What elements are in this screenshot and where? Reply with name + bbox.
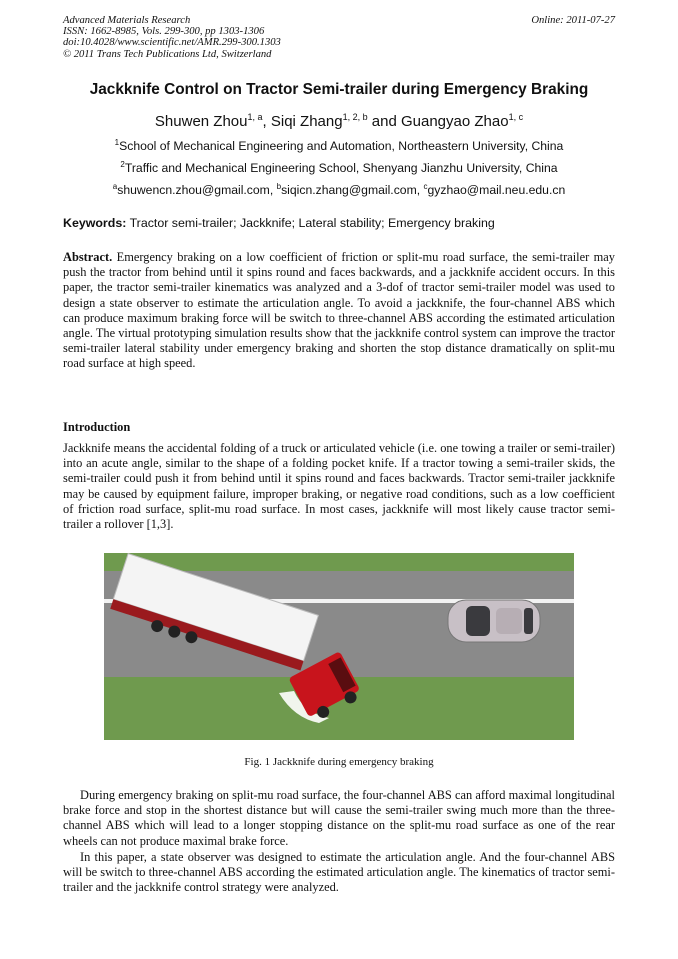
doi-line: doi:10.4028/www.scientific.net/AMR.299-300.1303 (63, 37, 281, 49)
author-list (0, 112, 678, 130)
passenger-car (448, 600, 540, 642)
affiliation-text: School of Mechanical Engineering and Automation, Northeastern University, China (119, 139, 564, 153)
intro-paragraph-2: During emergency braking on split-mu road surface, the four-channel ABS can afford maximal longitudinal brake force and stop in the shortest distance but will cause the semi-trailer swing much more than the three-channel ABS which will lead to a longer stopping distance on the split-mu road surface as one of the rear wheels can not produce maximal brake force. (63, 788, 615, 848)
car-roof (496, 608, 522, 634)
car-windshield (466, 606, 490, 636)
email-text: gyzhao@mail.neu.edu.cn (427, 183, 566, 197)
abstract-label: Abstract. (63, 250, 113, 264)
affiliation-mark: 1 (114, 138, 120, 147)
affiliation-text: Traffic and Mechanical Engineering School, Shenyang Jianzhu University, China (124, 161, 558, 175)
author-separator: and (367, 113, 401, 130)
author-name: Siqi Zhang (270, 113, 343, 130)
email-text: shuwencn.zhou@gmail.com, (117, 183, 277, 197)
email-mark: a (112, 182, 118, 191)
copyright-line: © 2011 Trans Tech Publications Ltd, Switzerland (63, 48, 272, 60)
author-name: Guangyao Zhao (400, 113, 509, 130)
section-heading-introduction: Introduction (63, 420, 131, 434)
journal-header (63, 15, 615, 60)
email-mark: b (276, 182, 282, 191)
author-affil-mark: 1, c (508, 112, 524, 122)
email-mark: c (423, 182, 428, 191)
figure-1 (104, 553, 574, 740)
author-affil-mark: 1, 2, b (342, 112, 368, 122)
figure-caption: Fig. 1 Jackknife during emergency braking (244, 756, 434, 768)
keywords-text: Tractor semi-trailer; Jackknife; Lateral stability; Emergency braking (126, 216, 495, 230)
keywords (63, 216, 615, 230)
abstract (63, 250, 615, 372)
jackknife-illustration (104, 553, 574, 740)
issn-line: ISSN: 1662-8985, Vols. 299-300, pp 1303-1306 (63, 26, 265, 38)
journal-name: Advanced Materials Research (63, 15, 191, 26)
intro-paragraph-3: In this paper, a state observer was designed to estimate the articulation angle. And the four-channel ABS will be switch to three-channel ABS according the estimated articulation angle. The kinematics of tractor semi-trailer and the jackknife control strategy were analyzed. (63, 850, 615, 895)
affiliation-mark: 2 (120, 160, 125, 169)
affiliation (0, 160, 678, 175)
author-name: Shuwen Zhou (154, 113, 248, 130)
email-text: siqicn.zhang@gmail.com, (281, 183, 424, 197)
online-date: Online: 2011-07-27 (531, 15, 615, 26)
car-rear-window (524, 608, 533, 634)
keywords-label: Keywords: (63, 216, 127, 230)
affiliation (0, 138, 678, 153)
email-list (0, 182, 678, 197)
author-separator: , (262, 113, 271, 130)
author-affil-mark: 1, a (247, 112, 263, 122)
intro-paragraph-1: Jackknife means the accidental folding of a truck or articulated vehicle (i.e. one towing a trailer or semi-trailer) into an acute angle, similar to the shape of a folding pocket knife. If a tractor towing a semi-trailer skids, the semi-trailer could push it from behind until it spins round and faces backwards. Tractor semi-trailer jackknife may be caused by equipment failure, improper braking, or negative road conditions, such as a low coefficient of friction road surface, split-mu road surface. In most cases, jackknife will most likely cause tractor semi-trailer a rollover [1,3]. (63, 441, 615, 532)
paper-title: Jackknife Control on Tractor Semi-trailer during Emergency Braking (89, 81, 589, 98)
abstract-text: Emergency braking on a low coefficient of friction or split-mu road surface, the semi-trailer may push the tractor from behind until it spins round and faces backwards, and a jackknife accident occurs. In this paper, the tractor semi-trailer kinematics was analyzed and a 3-dof of tractor semi-trailer model was used to design a state observer to estimate the articulation angle. To avoid a jackknife, the four-channel ABS which can produce maximum braking force will be switch to three-channel ABS according the estimated articulation angle. The virtual prototyping simulation results show that the jackknife control system can improve the tractor semi-trailer lateral stability under emergency braking and shorten the stop distance dramatically on split-mu road surface at high speed. (63, 250, 615, 371)
